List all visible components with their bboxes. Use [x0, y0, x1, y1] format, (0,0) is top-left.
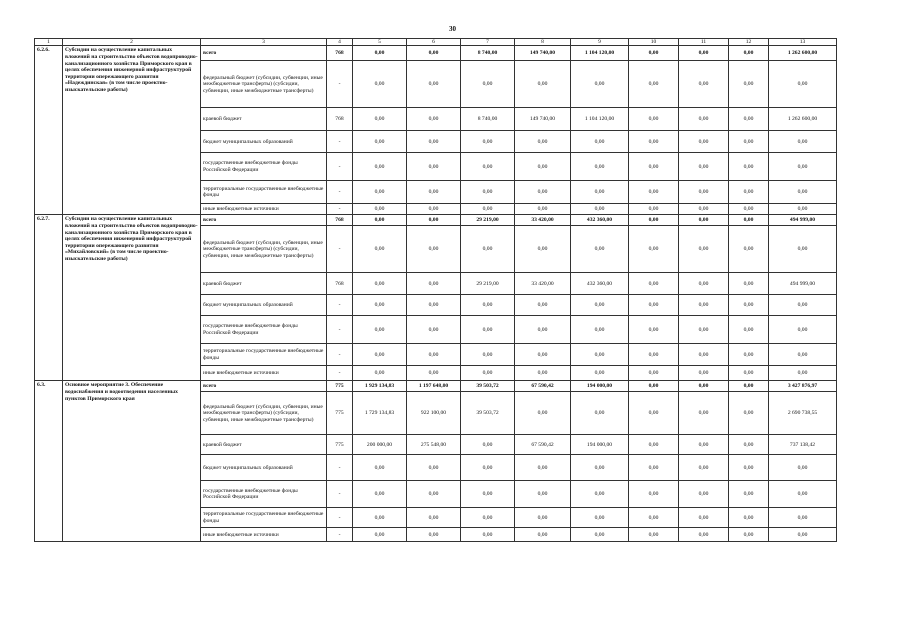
value-cell: 0,00: [629, 366, 679, 381]
value-cell: 0,00: [679, 392, 729, 435]
value-cell: 0,00: [353, 316, 407, 344]
value-cell: 0,00: [461, 204, 515, 215]
value-cell: 0,00: [571, 508, 629, 528]
value-cell: 1 262 600,00: [769, 46, 837, 61]
item-number: 6.3.: [35, 381, 63, 542]
value-cell: 0,00: [729, 204, 769, 215]
value-cell: 0,00: [629, 204, 679, 215]
value-cell: 0,00: [515, 481, 571, 508]
value-cell: 0,00: [461, 481, 515, 508]
value-cell: 1 104 120,00: [571, 108, 629, 131]
value-cell: 737 138,42: [769, 435, 837, 455]
value-cell: 0,00: [629, 215, 679, 226]
value-cell: 0,00: [769, 61, 837, 108]
value-cell: 0,00: [353, 108, 407, 131]
value-cell: 0,00: [353, 215, 407, 226]
value-cell: 0,00: [729, 215, 769, 226]
value-cell: 0,00: [407, 131, 461, 153]
value-cell: 0,00: [571, 392, 629, 435]
table-row: [35, 381, 837, 392]
funding-source: федеральный бюджет (субсидии, субвенции, иные межбюджетные трансферты) (субсидии, субвенции, иные межбюджетные трансферты): [201, 392, 327, 435]
value-cell: 0,00: [353, 366, 407, 381]
value-cell: 0,00: [515, 226, 571, 273]
value-cell: 0,00: [679, 204, 729, 215]
value-cell: 0,00: [515, 204, 571, 215]
funding-source: федеральный бюджет (субсидии, субвенции, иные межбюджетные трансферты) (субсидии, субвенции, иные межбюджетные трансферты): [201, 61, 327, 108]
value-cell: 0,00: [461, 181, 515, 204]
value-cell: 0,00: [769, 204, 837, 215]
funding-source: государственные внебюджетные фонды Российской Федерации: [201, 481, 327, 508]
value-cell: 0,00: [629, 181, 679, 204]
header-cell: 4: [327, 39, 353, 46]
value-cell: 0,00: [679, 273, 729, 295]
value-cell: 0,00: [679, 295, 729, 316]
value-cell: 0,00: [679, 455, 729, 481]
value-cell: 1 104 120,00: [571, 46, 629, 61]
value-cell: 0,00: [353, 273, 407, 295]
item-name: Субсидии на осуществление капитальных вложений на строительство объектов водопроводно-канализационного хозяйства Приморского края в целях обеспечения инженерной инфраструктурой территории опережающего развития «Надеждинская» (в том числе проектно-изыскательские работы): [63, 46, 201, 215]
value-cell: 0,00: [629, 508, 679, 528]
value-cell: 0,00: [629, 273, 679, 295]
value-cell: 0,00: [729, 435, 769, 455]
value-cell: 8 740,00: [461, 46, 515, 61]
value-cell: 0,00: [461, 528, 515, 542]
value-cell: 0,00: [679, 181, 729, 204]
value-cell: 1 262 600,00: [769, 108, 837, 131]
value-cell: 0,00: [729, 295, 769, 316]
value-cell: 0,00: [515, 181, 571, 204]
value-cell: 0,00: [679, 153, 729, 181]
funding-source: краевой бюджет: [201, 273, 327, 295]
funding-source: краевой бюджет: [201, 435, 327, 455]
value-cell: 0,00: [729, 481, 769, 508]
header-cell: 7: [461, 39, 515, 46]
value-cell: 0,00: [407, 153, 461, 181]
value-cell: 149 740,00: [515, 46, 571, 61]
value-cell: 0,00: [353, 226, 407, 273]
header-cell: 10: [629, 39, 679, 46]
value-cell: 0,00: [461, 61, 515, 108]
value-cell: 275 548,00: [407, 435, 461, 455]
value-cell: 0,00: [515, 131, 571, 153]
value-cell: 0,00: [461, 131, 515, 153]
value-cell: 0,00: [769, 528, 837, 542]
value-cell: 0,00: [515, 153, 571, 181]
value-cell: 33 420,00: [515, 215, 571, 226]
item-name: Основное мероприятие 3. Обеспечение водоснабжения и водоотведения населенных пунктов Приморского края: [63, 381, 201, 542]
header-row: [35, 39, 837, 46]
value-cell: 0,00: [629, 481, 679, 508]
value-cell: 0,00: [571, 61, 629, 108]
value-cell: 0,00: [629, 392, 679, 435]
value-cell: 0,00: [679, 108, 729, 131]
value-cell: 33 420,00: [515, 273, 571, 295]
value-cell: 0,00: [515, 61, 571, 108]
value-cell: 768: [327, 215, 353, 226]
value-cell: 0,00: [353, 153, 407, 181]
value-cell: 0,00: [729, 508, 769, 528]
value-cell: 1 929 134,83: [353, 381, 407, 392]
value-cell: 494 999,00: [769, 273, 837, 295]
value-cell: 0,00: [729, 392, 769, 435]
value-cell: 0,00: [515, 455, 571, 481]
value-cell: 0,00: [769, 455, 837, 481]
funding-source: всего: [201, 215, 327, 226]
value-cell: 0,00: [769, 153, 837, 181]
value-cell: 0,00: [729, 366, 769, 381]
value-cell: -: [327, 366, 353, 381]
value-cell: 768: [327, 273, 353, 295]
value-cell: 0,00: [679, 131, 729, 153]
value-cell: 0,00: [407, 46, 461, 61]
value-cell: 0,00: [729, 528, 769, 542]
value-cell: 0,00: [769, 344, 837, 366]
header-cell: 5: [353, 39, 407, 46]
value-cell: 0,00: [571, 528, 629, 542]
funding-source: территориальные государственные внебюджетные фонды: [201, 508, 327, 528]
value-cell: -: [327, 131, 353, 153]
value-cell: 200 000,00: [353, 435, 407, 455]
funding-source: федеральный бюджет (субсидии, субвенции, иные межбюджетные трансферты) (субсидии, субвенции, иные межбюджетные трансферты): [201, 226, 327, 273]
value-cell: 67 590,42: [515, 435, 571, 455]
value-cell: 0,00: [407, 215, 461, 226]
value-cell: 0,00: [353, 131, 407, 153]
header-cell: 13: [769, 39, 837, 46]
value-cell: 0,00: [353, 181, 407, 204]
value-cell: 432 360,00: [571, 273, 629, 295]
value-cell: 0,00: [461, 455, 515, 481]
value-cell: 0,00: [729, 381, 769, 392]
value-cell: 194 000,00: [571, 435, 629, 455]
value-cell: 0,00: [629, 455, 679, 481]
value-cell: 0,00: [515, 528, 571, 542]
value-cell: 0,00: [461, 153, 515, 181]
value-cell: -: [327, 295, 353, 316]
funding-source: иные внебюджетные источники: [201, 204, 327, 215]
funding-source: иные внебюджетные источники: [201, 366, 327, 381]
value-cell: 0,00: [353, 204, 407, 215]
header-cell: 9: [571, 39, 629, 46]
value-cell: 39 503,72: [461, 381, 515, 392]
value-cell: 0,00: [679, 226, 729, 273]
funding-source: всего: [201, 46, 327, 61]
value-cell: 0,00: [769, 226, 837, 273]
value-cell: 0,00: [729, 226, 769, 273]
funding-source: территориальные государственные внебюджетные фонды: [201, 181, 327, 204]
value-cell: 0,00: [515, 392, 571, 435]
value-cell: -: [327, 204, 353, 215]
value-cell: 0,00: [629, 108, 679, 131]
value-cell: -: [327, 508, 353, 528]
funding-source: краевой бюджет: [201, 108, 327, 131]
value-cell: 0,00: [461, 295, 515, 316]
value-cell: 0,00: [629, 46, 679, 61]
value-cell: 0,00: [729, 108, 769, 131]
value-cell: 0,00: [571, 181, 629, 204]
page-number: 30: [449, 25, 456, 33]
value-cell: -: [327, 316, 353, 344]
value-cell: 3 427 876,97: [769, 381, 837, 392]
value-cell: 39 503,72: [461, 392, 515, 435]
value-cell: 775: [327, 381, 353, 392]
value-cell: -: [327, 528, 353, 542]
value-cell: 0,00: [679, 508, 729, 528]
value-cell: -: [327, 181, 353, 204]
funding-source: территориальные государственные внебюджетные фонды: [201, 344, 327, 366]
value-cell: 0,00: [679, 366, 729, 381]
value-cell: 0,00: [729, 316, 769, 344]
value-cell: 29 219,00: [461, 215, 515, 226]
value-cell: 0,00: [729, 153, 769, 181]
item-name: Субсидии на осуществление капитальных вложений на строительство объектов водопроводно-канализационного хозяйства Приморского края в целях обеспечения инженерной инфраструктурой территории опережающего развития «Михайловский» (в том числе проектно-изыскательские работы): [63, 215, 201, 381]
value-cell: 0,00: [629, 435, 679, 455]
value-cell: 0,00: [407, 181, 461, 204]
value-cell: 0,00: [407, 61, 461, 108]
funding-source: всего: [201, 381, 327, 392]
value-cell: 0,00: [515, 344, 571, 366]
value-cell: 8 740,00: [461, 108, 515, 131]
value-cell: 0,00: [629, 344, 679, 366]
value-cell: 0,00: [729, 455, 769, 481]
value-cell: 0,00: [679, 215, 729, 226]
value-cell: 0,00: [769, 295, 837, 316]
value-cell: 0,00: [571, 295, 629, 316]
value-cell: 0,00: [461, 226, 515, 273]
value-cell: 494 999,00: [769, 215, 837, 226]
funding-source: бюджет муниципальных образований: [201, 455, 327, 481]
value-cell: 0,00: [407, 316, 461, 344]
value-cell: 0,00: [679, 381, 729, 392]
header-cell: 8: [515, 39, 571, 46]
value-cell: 0,00: [461, 316, 515, 344]
value-cell: 0,00: [629, 316, 679, 344]
value-cell: 194 000,00: [571, 381, 629, 392]
header-cell: 2: [63, 39, 201, 46]
value-cell: 0,00: [461, 344, 515, 366]
value-cell: 0,00: [629, 61, 679, 108]
value-cell: 0,00: [629, 153, 679, 181]
value-cell: 0,00: [353, 528, 407, 542]
value-cell: 0,00: [571, 455, 629, 481]
value-cell: 0,00: [353, 508, 407, 528]
value-cell: 0,00: [629, 131, 679, 153]
value-cell: 0,00: [353, 46, 407, 61]
value-cell: 0,00: [515, 316, 571, 344]
header-cell: 11: [679, 39, 729, 46]
value-cell: 0,00: [729, 273, 769, 295]
value-cell: 0,00: [461, 508, 515, 528]
value-cell: 0,00: [571, 344, 629, 366]
value-cell: 0,00: [407, 295, 461, 316]
value-cell: 0,00: [769, 508, 837, 528]
value-cell: 0,00: [407, 481, 461, 508]
value-cell: 0,00: [729, 131, 769, 153]
value-cell: 29 219,00: [461, 273, 515, 295]
value-cell: 0,00: [729, 46, 769, 61]
value-cell: 922 100,00: [407, 392, 461, 435]
value-cell: 0,00: [769, 316, 837, 344]
table-row: [35, 215, 837, 226]
funding-source: бюджет муниципальных образований: [201, 295, 327, 316]
value-cell: 0,00: [571, 226, 629, 273]
value-cell: 2 690 738,55: [769, 392, 837, 435]
value-cell: 0,00: [729, 61, 769, 108]
value-cell: 768: [327, 108, 353, 131]
value-cell: -: [327, 153, 353, 181]
value-cell: 0,00: [571, 316, 629, 344]
value-cell: 0,00: [729, 344, 769, 366]
header-cell: 6: [407, 39, 461, 46]
value-cell: 0,00: [571, 153, 629, 181]
value-cell: 0,00: [571, 366, 629, 381]
value-cell: 0,00: [729, 181, 769, 204]
value-cell: 0,00: [629, 528, 679, 542]
value-cell: 0,00: [629, 226, 679, 273]
value-cell: 0,00: [629, 295, 679, 316]
value-cell: 775: [327, 392, 353, 435]
value-cell: -: [327, 481, 353, 508]
value-cell: 67 590,42: [515, 381, 571, 392]
value-cell: 0,00: [679, 435, 729, 455]
header-cell: 12: [729, 39, 769, 46]
value-cell: 0,00: [515, 366, 571, 381]
funding-source: государственные внебюджетные фонды Российской Федерации: [201, 153, 327, 181]
value-cell: 0,00: [571, 131, 629, 153]
value-cell: 0,00: [407, 108, 461, 131]
value-cell: 768: [327, 46, 353, 61]
value-cell: 1 197 648,00: [407, 381, 461, 392]
value-cell: 0,00: [515, 295, 571, 316]
value-cell: 0,00: [679, 528, 729, 542]
funding-source: иные внебюджетные источники: [201, 528, 327, 542]
value-cell: 0,00: [679, 481, 729, 508]
funding-source: государственные внебюджетные фонды Российской Федерации: [201, 316, 327, 344]
value-cell: 0,00: [769, 181, 837, 204]
budget-table: [34, 38, 837, 542]
value-cell: 0,00: [407, 508, 461, 528]
value-cell: 0,00: [571, 204, 629, 215]
value-cell: 0,00: [679, 344, 729, 366]
value-cell: -: [327, 344, 353, 366]
value-cell: 0,00: [353, 455, 407, 481]
value-cell: 0,00: [407, 204, 461, 215]
value-cell: 0,00: [679, 316, 729, 344]
value-cell: 0,00: [461, 366, 515, 381]
header-cell: 1: [35, 39, 63, 46]
table-row: [35, 46, 837, 61]
value-cell: 0,00: [407, 226, 461, 273]
value-cell: -: [327, 226, 353, 273]
value-cell: 0,00: [769, 131, 837, 153]
value-cell: 0,00: [353, 295, 407, 316]
value-cell: 0,00: [353, 344, 407, 366]
value-cell: 0,00: [407, 528, 461, 542]
value-cell: 0,00: [353, 481, 407, 508]
value-cell: 0,00: [769, 481, 837, 508]
value-cell: 0,00: [407, 366, 461, 381]
value-cell: 0,00: [679, 46, 729, 61]
value-cell: 0,00: [407, 273, 461, 295]
value-cell: 0,00: [769, 366, 837, 381]
value-cell: 0,00: [407, 344, 461, 366]
value-cell: 149 740,00: [515, 108, 571, 131]
value-cell: 0,00: [571, 481, 629, 508]
value-cell: 775: [327, 435, 353, 455]
value-cell: -: [327, 455, 353, 481]
value-cell: 0,00: [353, 61, 407, 108]
value-cell: 0,00: [629, 381, 679, 392]
value-cell: -: [327, 61, 353, 108]
value-cell: 0,00: [461, 435, 515, 455]
header-cell: 3: [201, 39, 327, 46]
value-cell: 1 729 134,83: [353, 392, 407, 435]
value-cell: 0,00: [515, 508, 571, 528]
value-cell: 0,00: [407, 455, 461, 481]
value-cell: 432 360,00: [571, 215, 629, 226]
item-number: 6.2.6.: [35, 46, 63, 215]
item-number: 6.2.7.: [35, 215, 63, 381]
value-cell: 0,00: [679, 61, 729, 108]
funding-source: бюджет муниципальных образований: [201, 131, 327, 153]
